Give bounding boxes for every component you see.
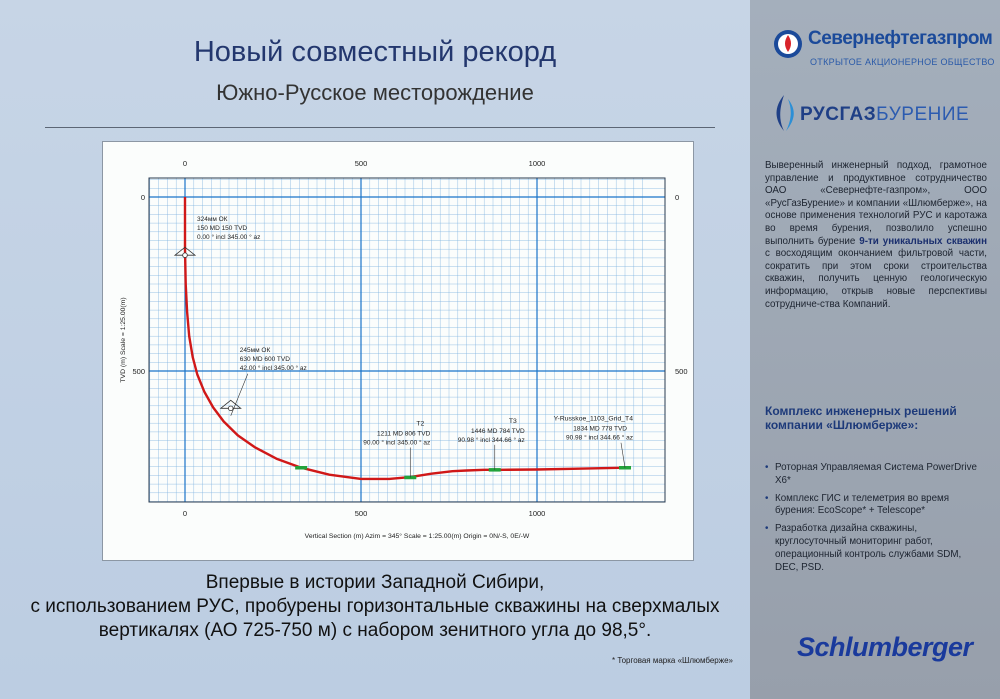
annotation-label: Y-Russkoe_1103_Grid_T4 <box>553 415 633 423</box>
annotation-text: 1834 MD 778 TVD <box>573 425 627 433</box>
bullet-list <box>765 462 985 579</box>
annotation-text: 90.00 ° incl 345.00 ° az <box>363 439 431 447</box>
bullet-item: • Комплекс ГИС и телеметрия во время бурения: EcoScope* + Telescope* <box>765 493 985 519</box>
page-subtitle: Южно-Русское месторождение <box>216 80 534 105</box>
annotation-text: 245мм ОК <box>239 346 271 354</box>
company2-name <box>800 104 969 126</box>
x-tick-label-top: 0 <box>182 159 188 168</box>
sidebar-paragraph-bold: 9-ти уникальных скважин <box>859 235 987 247</box>
annotation-text: 1211 MD 806 TVD <box>377 430 431 438</box>
page-title: Новый совместный рекорд <box>193 36 557 68</box>
casing-shoe-324-icon-dot <box>183 253 188 258</box>
caption <box>0 571 750 643</box>
rusgazburenie-logo-icon <box>768 93 800 133</box>
chart-svg <box>103 142 693 560</box>
annotation-label: T2 <box>416 420 425 428</box>
y-tick-label-right: 0 <box>675 193 680 202</box>
caption-line-3: вертикалях (АО 725-750 м) с набором зенитного угла до 98,5°. <box>98 620 652 641</box>
annotation-text: 0.00 ° incl 345.00 ° az <box>197 234 261 242</box>
annotation-text: 90.98 ° incl 344.66 ° az <box>566 434 633 442</box>
footnote: * Торговая марка «Шлюмберже» <box>612 656 734 665</box>
x-tick-label-bottom: 0 <box>182 509 188 518</box>
sidebar-paragraph-end: с восходящим окончанием фильтровой части, сократить при этом сроки строительства скважин, получить ценную геологическую информацию, открыв новые перспективы сотрудниче-ства Компаний. <box>765 248 987 310</box>
severneftegazprom-logo-icon <box>772 28 804 60</box>
x-tick-label-bottom: 500 <box>354 509 368 518</box>
bullet-item: • Разработка дизайна скважины, круглосуточный мониторинг работ, операционный контроль службами SDM, DEC, PSD. <box>765 523 985 574</box>
schlumberger-logo: Schlumberger <box>797 632 973 662</box>
y-tick-label-right: 500 <box>675 367 688 376</box>
bullet-item: • Роторная Управляемая Система PowerDrive X6* <box>765 462 985 488</box>
x-tick-label-bottom: 1000 <box>528 509 546 518</box>
annotation-text: 90.98 ° incl 344.66 ° az <box>457 436 525 444</box>
caption-line-1: Впервые в истории Западной Сибири, <box>205 572 545 593</box>
sidebar-paragraph <box>765 160 987 311</box>
y-axis-label: TVD (m) Scale = 1:25.00(m) <box>120 297 127 383</box>
y-tick-label-left: 500 <box>132 367 145 376</box>
casing-shoe-245-icon-dot <box>228 406 233 411</box>
company2-name-part-a: РУСГАЗ <box>800 104 877 125</box>
annotation-text: 1446 MD 784 TVD <box>471 427 525 435</box>
x-tick-label-top: 1000 <box>528 159 546 168</box>
annotation-leader <box>231 374 248 416</box>
section-title: Комплекс инженерных решений компании «Шлюмберже»: <box>765 404 957 432</box>
annotation-text: 324мм ОК <box>197 216 228 224</box>
company1-subtitle: ОТКРЫТОЕ АКЦИОНЕРНОЕ ОБЩЕСТВО <box>810 57 995 67</box>
annotation-leader <box>621 443 625 468</box>
annotation-text: 150 MD 150 TVD <box>197 225 248 233</box>
well-trajectory-chart <box>102 141 694 561</box>
caption-line-2: с использованием РУС, пробурены горизонтальные скважины на сверхмалых <box>30 596 720 617</box>
sidebar-paragraph-start: Выверенный инженерный подход, грамотное управление и продуктивное сотрудничество ОАО «Севернефте-газпром», ООО «РусГазБурение» и компании «Шлюмберже», на основе применения технологий РУС и каротажа во время бурения, позволило успешно выполнить бурение <box>765 160 987 247</box>
x-axis-label: Vertical Section (m) Azim = 345° Scale = 1:25.00(m) Origin = 0N/-S, 0E/-W <box>304 533 530 540</box>
company2-name-part-b: БУРЕНИЕ <box>876 104 970 125</box>
x-tick-label-top: 500 <box>354 159 368 168</box>
annotation-label: T3 <box>508 417 517 425</box>
annotation-text: 630 MD 600 TVD <box>239 355 290 363</box>
company1-name: Севернефтегазпром <box>808 28 993 49</box>
divider <box>45 127 715 128</box>
y-tick-label-left: 0 <box>140 193 145 202</box>
annotation-text: 42.00 ° incl 345.00 ° az <box>239 364 307 372</box>
